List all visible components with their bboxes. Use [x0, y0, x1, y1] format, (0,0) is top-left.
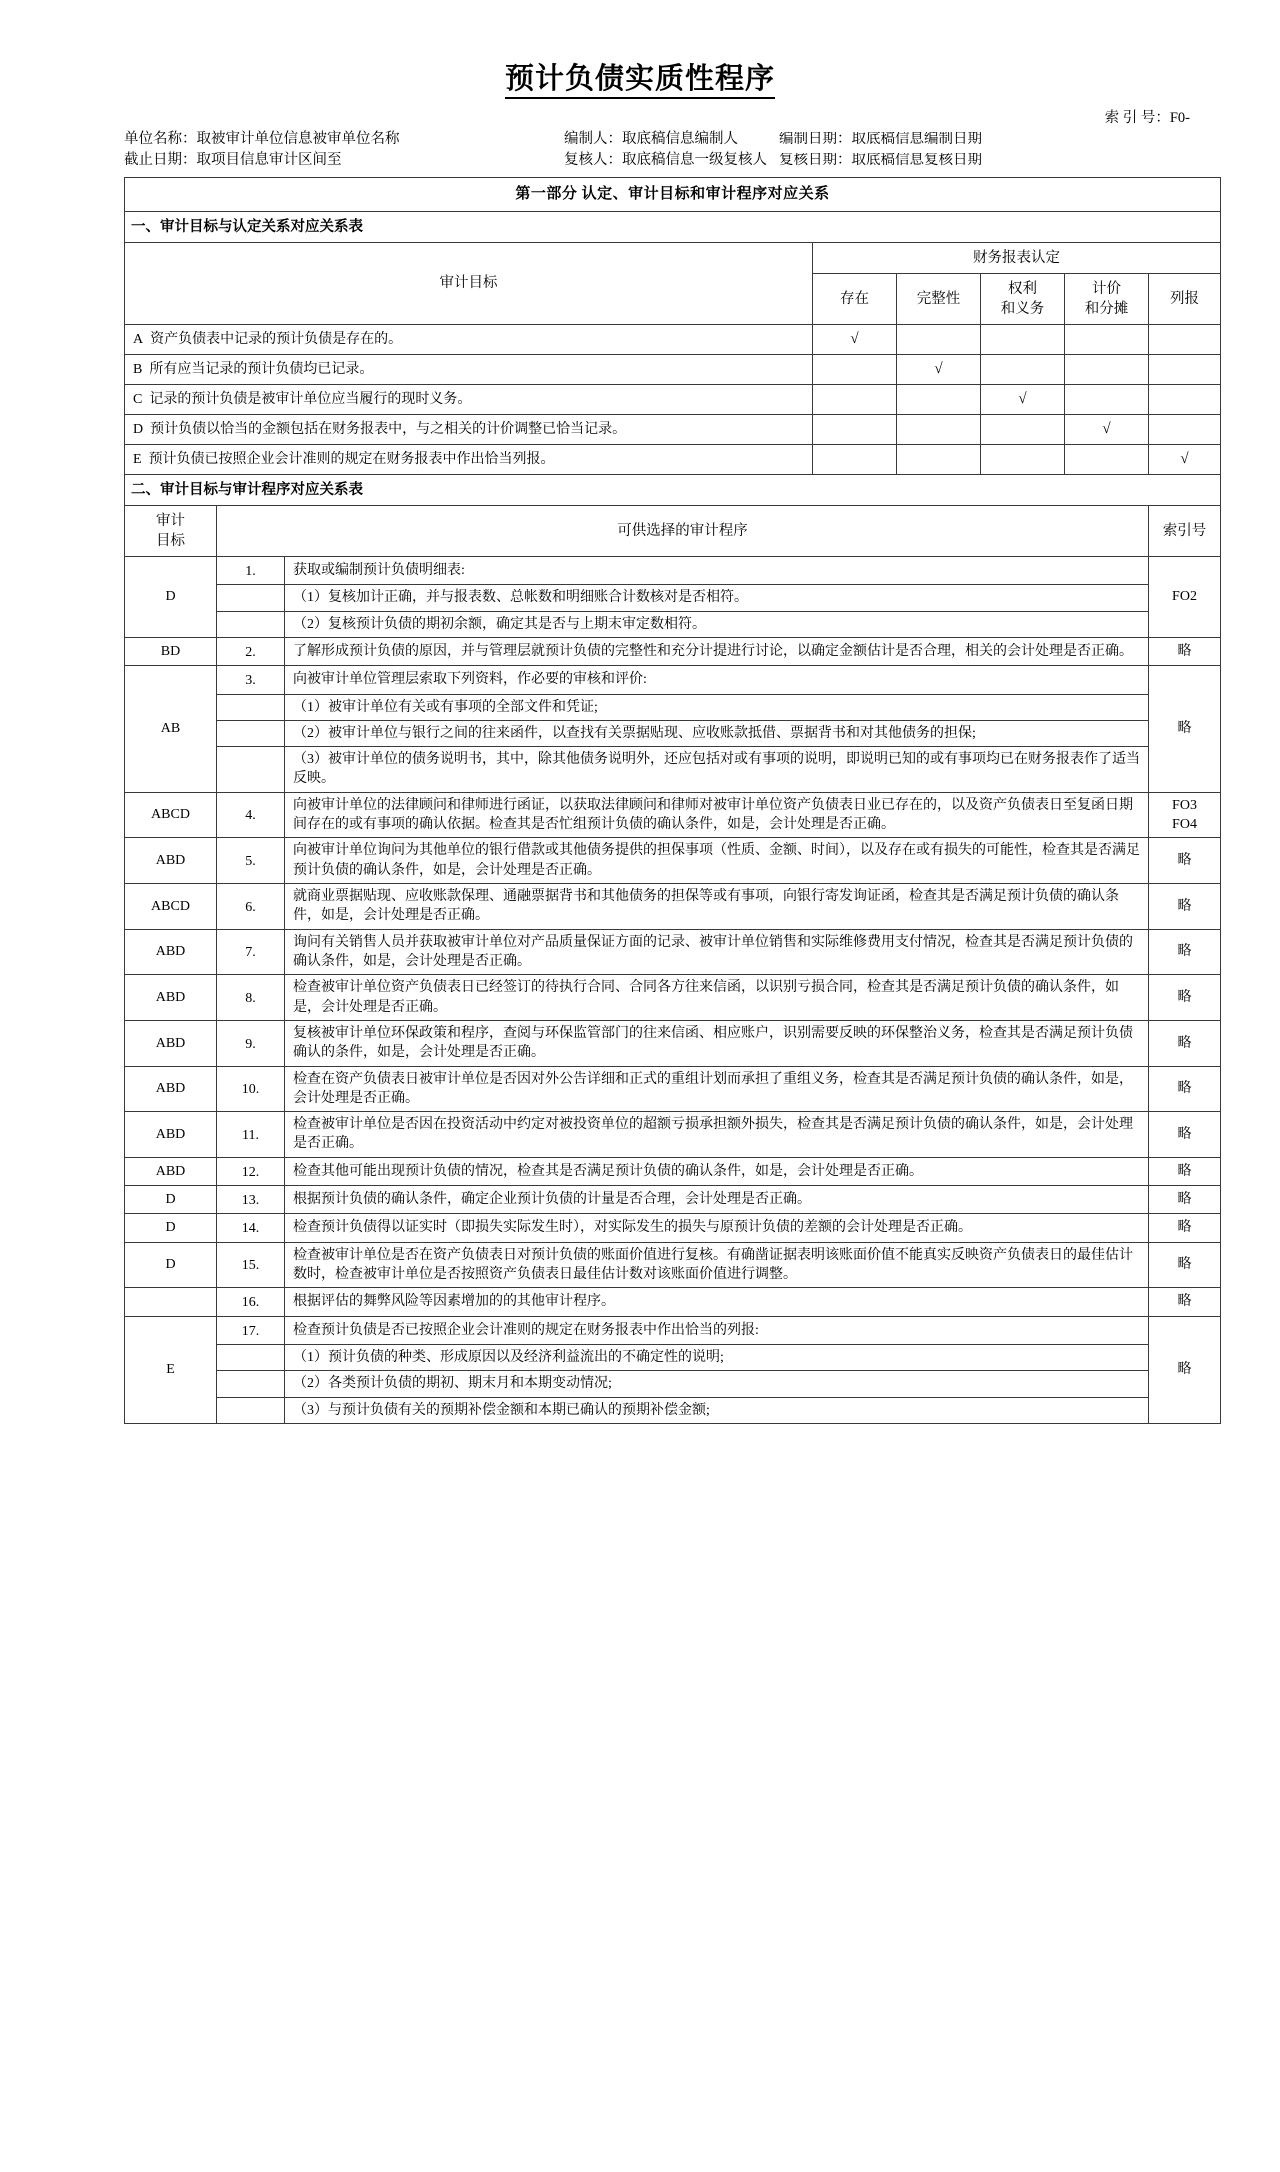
assertion-text: 预计负债以恰当的金额包括在财务报表中，与之相关的计价调整已恰当记录。	[150, 421, 627, 437]
unit-name-field	[124, 132, 564, 147]
procedure-goal-cell: ABD	[125, 838, 217, 884]
procedure-goal-cell: BD	[125, 637, 217, 665]
page-title-text: 预计负债实质性程序	[505, 63, 775, 99]
procedure-text-cell: 就商业票据贴现、应收账款保理、通融票据背书和其他债务的担保等或有事项，向银行寄发询证函，检查其是否满足预计负债的确认条件，如是，会计处理是否正确。	[285, 884, 1149, 930]
assertion-check-empty	[1065, 354, 1149, 384]
procedure-goal-cell: ABD	[125, 929, 217, 975]
procedure-text-cell: （1）预计负债的种类、形成原因以及经济利益流出的不确定性的说明;	[285, 1344, 1149, 1370]
procedure-text-cell: 检查在资产负债表日被审计单位是否因对外公告详细和正式的重组计划而承担了重组义务，检查其是否满足预计负债的确认条件，如是，会计处理是否正确。	[285, 1066, 1149, 1112]
procedure-index-cell: FO3 FO4	[1149, 792, 1221, 838]
procedure-goal-cell: D	[125, 1214, 217, 1242]
procedure-goal-cell: ABD	[125, 1020, 217, 1066]
assertion-check-empty	[813, 414, 897, 444]
procedure-number-cell: 3.	[217, 666, 285, 694]
subsection-one-title: 一、审计目标与认定关系对应关系表	[125, 211, 1221, 242]
assertion-header-row-1	[125, 242, 1221, 273]
procedure-index-cell: 略	[1149, 975, 1221, 1021]
procedure-index-cell: 略	[1149, 1242, 1221, 1288]
procedure-index-cell: 略	[1149, 884, 1221, 930]
procedure-index-cell: 略	[1149, 1214, 1221, 1242]
procedure-row	[125, 1066, 1221, 1112]
procedure-number-cell: 2.	[217, 637, 285, 665]
procedure-goal-cell: ABD	[125, 975, 217, 1021]
procedure-number-cell	[217, 1397, 285, 1423]
procedure-index-cell: 略	[1149, 929, 1221, 975]
procedure-number-cell: 13.	[217, 1186, 285, 1214]
procedure-text-cell: （2）各类预计负债的期初、期末月和本期变动情况;	[285, 1371, 1149, 1397]
procedure-text-cell: 检查预计负债是否已按照企业会计准则的规定在财务报表中作出恰当的列报:	[285, 1316, 1149, 1344]
procedure-goal-cell: D	[125, 556, 217, 637]
procedure-row	[125, 585, 1221, 611]
procedure-number-cell	[217, 585, 285, 611]
assertion-check-empty	[813, 354, 897, 384]
procedure-number-cell	[217, 1344, 285, 1370]
review-date-value: 取底稿信息复核日期	[851, 152, 982, 168]
assertion-objective-cell	[125, 324, 813, 354]
procedure-text-cell: 检查被审计单位是否因在投资活动中约定对被投资单位的超额亏损承担额外损失，检查其是否满足预计负债的确认条件，如是，会计处理是否正确。	[285, 1112, 1149, 1158]
assertion-check-marked: √	[897, 354, 981, 384]
procedure-goal-cell: ABCD	[125, 884, 217, 930]
assertion-check-empty	[813, 444, 897, 474]
deadline-label: 截止日期：	[124, 151, 197, 168]
assertion-objective-cell	[125, 444, 813, 474]
reviewer-value: 取底稿信息一级复核人	[622, 151, 767, 168]
assertion-check-empty	[1149, 324, 1221, 354]
assertion-row	[125, 414, 1221, 444]
procedure-row	[125, 884, 1221, 930]
procedure-index-cell: FO2	[1149, 556, 1221, 637]
index-number-value: F0-	[1169, 109, 1190, 126]
procedure-number-cell	[217, 747, 285, 793]
prepare-date-field	[779, 132, 1236, 147]
assertion-text: 预计负债已按照企业会计准则的规定在财务报表中作出恰当列报。	[148, 451, 555, 467]
procedure-text-cell: 复核被审计单位环保政策和程序，查阅与环保监管部门的往来信函、相应账户，识别需要反映的环保整治义务，检查其是否满足预计负债确认的条件，如是，会计处理是否正确。	[285, 1020, 1149, 1066]
assertion-code: A	[133, 331, 144, 347]
assertion-code: D	[133, 421, 144, 437]
procedure-goal-cell: ABD	[125, 1157, 217, 1185]
assertion-check-marked: √	[813, 324, 897, 354]
deadline-field	[124, 153, 564, 168]
procedure-row	[125, 1344, 1221, 1370]
procedure-number-cell: 6.	[217, 884, 285, 930]
procedure-index-cell: 略	[1149, 1316, 1221, 1423]
assertion-col-presentation: 列报	[1149, 273, 1221, 324]
procedure-number-cell: 8.	[217, 975, 285, 1021]
procedure-goal-cell	[125, 1288, 217, 1316]
header-meta	[0, 111, 1280, 168]
procedure-row	[125, 1371, 1221, 1397]
procedure-row	[125, 694, 1221, 720]
procedure-number-cell	[217, 1371, 285, 1397]
page-title	[0, 0, 1280, 97]
reviewer-field	[564, 153, 779, 168]
procedure-number-cell	[217, 694, 285, 720]
procedure-number-cell: 5.	[217, 838, 285, 884]
procedure-number-cell: 1.	[217, 556, 285, 584]
prepare-date-label: 编制日期：	[779, 132, 852, 147]
procedure-text-cell: 获取或编制预计负债明细表:	[285, 556, 1149, 584]
deadline-value: 取项目信息审计区间至	[196, 151, 342, 168]
assertion-objective-cell	[125, 414, 813, 444]
assertion-check-empty	[897, 324, 981, 354]
procedure-number-cell: 7.	[217, 929, 285, 975]
assertion-objective-cell	[125, 384, 813, 414]
procedure-row	[125, 720, 1221, 746]
procedure-goal-cell: ABD	[125, 1066, 217, 1112]
assertion-text: 所有应当记录的预计负债均已记录。	[149, 361, 374, 377]
procedure-text-cell: 了解形成预计负债的原因，并与管理层就预计负债的完整性和充分计提进行讨论，以确定金额估计是否合理，相关的会计处理是否正确。	[285, 637, 1149, 665]
procedure-goal-cell: AB	[125, 666, 217, 793]
procedure-index-cell: 略	[1149, 1020, 1221, 1066]
index-number-label: 索 引 号：	[1104, 109, 1170, 126]
unit-name-label: 单位名称：	[124, 131, 197, 148]
procedure-index-cell: 略	[1149, 666, 1221, 793]
procedure-text-cell: 检查其他可能出现预计负债的情况，检查其是否满足预计负债的确认条件，如是，会计处理是否正确。	[285, 1157, 1149, 1185]
assertion-check-marked: √	[1149, 444, 1221, 474]
prepare-date-value: 取底稿信息编制日期	[851, 132, 982, 147]
procedure-goal-cell: ABD	[125, 1112, 217, 1158]
procedure-number-cell	[217, 720, 285, 746]
assertion-check-empty	[981, 324, 1065, 354]
assertion-check-empty	[1065, 444, 1149, 474]
assertion-check-marked: √	[1065, 414, 1149, 444]
procedure-number-cell: 12.	[217, 1157, 285, 1185]
review-date-label: 复核日期：	[779, 152, 852, 168]
assertion-check-empty	[813, 384, 897, 414]
assertion-col-valuation-allocation: 计价 和分摊	[1065, 273, 1149, 324]
audit-program-table	[124, 177, 1221, 1424]
procedure-text-cell: 检查被审计单位是否在资产负债表日对预计负债的账面价值进行复核。有确凿证据表明该账面价值不能真实反映资产负债表日的最佳估计数时，检查被审计单位是否按照资产负债表日最佳估计数对该账面价值进行调整。	[285, 1242, 1149, 1288]
assertion-check-empty	[1065, 384, 1149, 414]
assertion-check-empty	[981, 444, 1065, 474]
section-band-row	[125, 178, 1221, 212]
assertion-goal-header: 审计目标	[125, 242, 813, 324]
procedure-text-cell: （2）复核预计负债的期初余额，确定其是否与上期末审定数相符。	[285, 611, 1149, 637]
procedure-text-cell: 检查预计负债得以证实时（即损失实际发生时），对实际发生的损失与原预计负债的差额的会计处理是否正确。	[285, 1214, 1149, 1242]
procedure-row	[125, 1242, 1221, 1288]
assertion-check-empty	[897, 414, 981, 444]
assertion-code: E	[133, 451, 142, 467]
procedure-row	[125, 1397, 1221, 1423]
procedure-row	[125, 611, 1221, 637]
assertion-check-empty	[1149, 414, 1221, 444]
procedure-col-goal: 审计 目标	[125, 505, 217, 556]
header-meta-row-1	[124, 132, 1236, 147]
procedure-text-cell: 向被审计单位管理层索取下列资料，作必要的审核和评价:	[285, 666, 1149, 694]
procedure-row	[125, 666, 1221, 694]
procedure-row	[125, 975, 1221, 1021]
procedure-index-cell: 略	[1149, 1112, 1221, 1158]
procedure-row	[125, 1186, 1221, 1214]
procedure-index-cell: 略	[1149, 1157, 1221, 1185]
procedure-text-cell: （3）与预计负债有关的预期补偿金额和本期已确认的预期补偿金额;	[285, 1397, 1149, 1423]
procedure-number-cell: 11.	[217, 1112, 285, 1158]
procedure-row	[125, 1214, 1221, 1242]
procedure-row	[125, 929, 1221, 975]
procedure-col-index: 索引号	[1149, 505, 1221, 556]
procedure-row	[125, 1316, 1221, 1344]
assertion-check-empty	[1149, 384, 1221, 414]
assertion-check-empty	[981, 354, 1065, 384]
preparer-field	[564, 132, 779, 147]
assertion-row	[125, 324, 1221, 354]
procedure-header-row	[125, 505, 1221, 556]
procedure-index-cell: 略	[1149, 838, 1221, 884]
assertion-text: 记录的预计负债是被审计单位应当履行的现时义务。	[149, 391, 472, 407]
part-one-band: 第一部分 认定、审计目标和审计程序对应关系	[125, 178, 1221, 212]
procedure-index-cell: 略	[1149, 1066, 1221, 1112]
procedure-text-cell: 根据预计负债的确认条件，确定企业预计负债的计量是否合理，会计处理是否正确。	[285, 1186, 1149, 1214]
procedure-goal-cell: D	[125, 1242, 217, 1288]
header-meta-row-2	[124, 153, 1236, 168]
procedure-text-cell: 向被审计单位的法律顾问和律师进行函证，以获取法律顾问和律师对被审计单位资产负债表日业已存在的，以及资产负债表日至复函日期间存在的或有事项的确认依据。检查其是否忙组预计负债的确认条件，如是，会计处理是否正确。	[285, 792, 1149, 838]
procedure-number-cell: 14.	[217, 1214, 285, 1242]
assertion-row	[125, 444, 1221, 474]
assertion-col-completeness: 完整性	[897, 273, 981, 324]
assertion-row	[125, 354, 1221, 384]
procedure-text-cell: 询问有关销售人员并获取被审计单位对产品质量保证方面的记录、被审计单位销售和实际维修费用支付情况，检查其是否满足预计负债的确认条件，如是，会计处理是否正确。	[285, 929, 1149, 975]
procedure-number-cell: 15.	[217, 1242, 285, 1288]
procedure-goal-cell: E	[125, 1316, 217, 1423]
procedure-row	[125, 747, 1221, 793]
assertion-check-empty	[981, 414, 1065, 444]
procedure-text-cell: （2）被审计单位与银行之间的往来函件，以查找有关票据贴现、应收账款抵借、票据背书和对其他债务的担保;	[285, 720, 1149, 746]
assertion-check-marked: √	[981, 384, 1065, 414]
procedure-goal-cell: D	[125, 1186, 217, 1214]
procedure-row	[125, 1157, 1221, 1185]
procedure-text-cell: 向被审计单位询问为其他单位的银行借款或其他债务提供的担保事项（性质、金额、时间），以及存在或有损失的可能性，检查其是否满足预计负债的确认条件，如是，会计处理是否正确。	[285, 838, 1149, 884]
procedure-index-cell: 略	[1149, 1186, 1221, 1214]
assertion-col-rights-obligations: 权利 和义务	[981, 273, 1065, 324]
assertion-text: 资产负债表中记录的预计负债是存在的。	[150, 331, 403, 347]
preparer-value: 取底稿信息编制人	[622, 131, 738, 148]
procedure-row	[125, 1020, 1221, 1066]
subsection-one-row	[125, 211, 1221, 242]
assertion-check-empty	[1149, 354, 1221, 384]
procedure-number-cell: 17.	[217, 1316, 285, 1344]
procedure-index-cell: 略	[1149, 637, 1221, 665]
assertion-check-empty	[897, 384, 981, 414]
assertion-col-existence: 存在	[813, 273, 897, 324]
procedure-number-cell: 4.	[217, 792, 285, 838]
assertion-code: C	[133, 391, 143, 407]
procedure-number-cell: 10.	[217, 1066, 285, 1112]
procedure-row	[125, 1288, 1221, 1316]
assertion-check-empty	[1065, 324, 1149, 354]
procedure-text-cell: 检查被审计单位资产负债表日已经签订的待执行合同、合同各方往来信函，以识别亏损合同，检查其是否满足预计负债的确认条件，如是，会计处理是否正确。	[285, 975, 1149, 1021]
assertion-row	[125, 384, 1221, 414]
unit-name-value: 取被审计单位信息被审单位名称	[196, 131, 400, 148]
subsection-two-title: 二、审计目标与审计程序对应关系表	[125, 474, 1221, 505]
assertion-check-empty	[897, 444, 981, 474]
procedure-number-cell	[217, 611, 285, 637]
procedure-number-cell: 16.	[217, 1288, 285, 1316]
procedure-text-cell: （3）被审计单位的债务说明书，其中，除其他债务说明外，还应包括对或有事项的说明，即说明已知的或有事项均已在财务报表作了适当反映。	[285, 747, 1149, 793]
reviewer-label: 复核人：	[564, 151, 622, 168]
subsection-two-row	[125, 474, 1221, 505]
review-date-field	[779, 153, 1236, 168]
procedure-col-procedure: 可供选择的审计程序	[217, 505, 1149, 556]
assertion-objective-cell	[125, 354, 813, 384]
procedure-row	[125, 838, 1221, 884]
procedure-index-cell: 略	[1149, 1288, 1221, 1316]
procedure-text-cell: （1）复核加计正确，并与报表数、总帐数和明细账合计数核对是否相符。	[285, 585, 1149, 611]
assertion-group-header: 财务报表认定	[813, 242, 1221, 273]
procedure-text-cell: 根据评估的舞弊风险等因素增加的的其他审计程序。	[285, 1288, 1149, 1316]
procedure-number-cell: 9.	[217, 1020, 285, 1066]
procedure-text-cell: （1）被审计单位有关或有事项的全部文件和凭证;	[285, 694, 1149, 720]
procedure-row	[125, 792, 1221, 838]
index-number-line	[124, 111, 1236, 126]
procedure-row	[125, 637, 1221, 665]
preparer-label: 编制人：	[564, 131, 622, 148]
procedure-goal-cell: ABCD	[125, 792, 217, 838]
procedure-row	[125, 1112, 1221, 1158]
assertion-code: B	[133, 361, 143, 377]
procedure-row	[125, 556, 1221, 584]
